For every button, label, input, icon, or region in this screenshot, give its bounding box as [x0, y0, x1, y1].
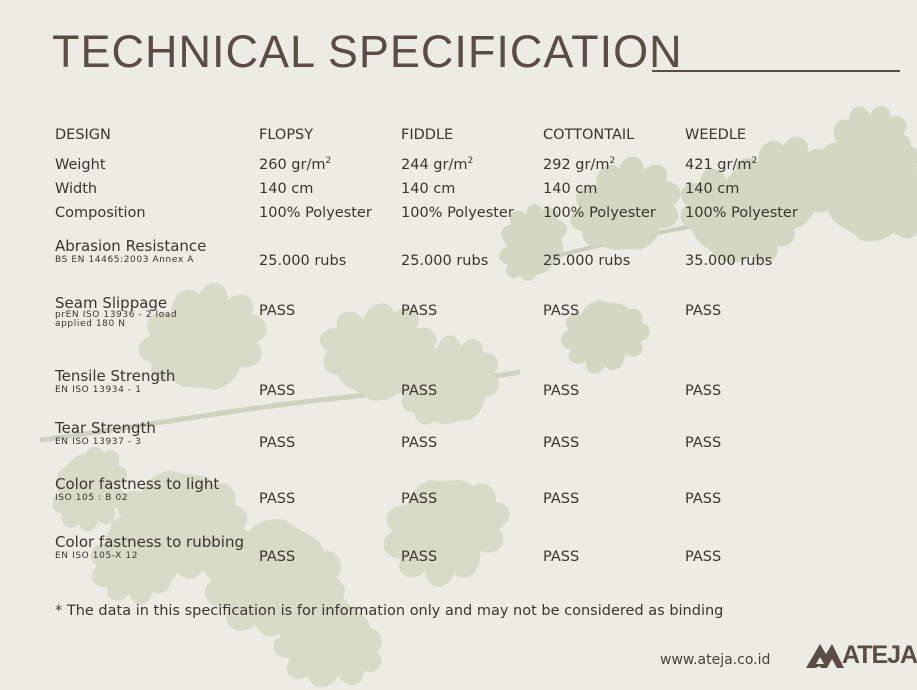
width-value: 140 cm	[401, 181, 456, 197]
seam-row	[55, 269, 827, 333]
tear-label: Tear Strength	[55, 419, 156, 437]
rubbing-value: PASS	[259, 549, 296, 565]
light-label: Color fastness to light	[55, 475, 220, 493]
light-value: PASS	[401, 491, 438, 507]
width-row	[55, 173, 827, 197]
rubbing-label-cell	[55, 507, 259, 565]
logo-mark-icon	[804, 638, 844, 672]
tear-value: PASS	[685, 435, 722, 451]
tear-row	[55, 399, 827, 451]
seam-value: PASS	[401, 303, 438, 319]
composition-value: 100% Polyester	[543, 205, 656, 221]
logo-text: ATEJA	[842, 641, 917, 669]
abrasion-label-cell	[55, 221, 259, 269]
light-value: PASS	[685, 491, 722, 507]
seam-value: PASS	[543, 303, 580, 319]
width-value: 140 cm	[259, 181, 314, 197]
seam-standard: prEN ISO 13936 - 2 load	[55, 310, 178, 320]
tear-value: PASS	[259, 435, 296, 451]
weight-value: 260 $gr/m^2$	[259, 156, 332, 173]
seam-standard-line2: applied 180 N	[55, 319, 126, 329]
seam-value: PASS	[259, 303, 296, 319]
width-label: Width	[55, 181, 98, 197]
tensile-row	[55, 333, 827, 399]
page-title: TECHNICAL SPECIFICATION	[52, 26, 683, 77]
weight-label: Weight	[55, 157, 106, 173]
website-url[interactable]: www.ateja.co.id	[660, 652, 771, 668]
light-value: PASS	[543, 491, 580, 507]
tensile-value: PASS	[685, 383, 722, 399]
tensile-value: PASS	[401, 383, 438, 399]
light-standard: ISO 105 : B 02	[55, 493, 129, 503]
seam-label: Seam Slippage	[55, 294, 168, 312]
tensile-value: PASS	[259, 383, 296, 399]
composition-value: 100% Polyester	[259, 205, 372, 221]
header-row	[55, 113, 827, 143]
abrasion-value: 25.000 rubs	[259, 253, 347, 269]
rubbing-standard: EN ISO 105-X 12	[55, 551, 139, 561]
abrasion-row	[55, 221, 827, 269]
ateja-logo	[804, 638, 917, 672]
composition-label: Composition	[55, 205, 146, 221]
rubbing-value: PASS	[401, 549, 438, 565]
spec-table	[55, 113, 827, 565]
tensile-label: Tensile Strength	[55, 367, 176, 385]
rubbing-value: PASS	[685, 549, 722, 565]
width-value: 140 cm	[543, 181, 598, 197]
abrasion-value: 25.000 rubs	[401, 253, 489, 269]
abrasion-label: Abrasion Resistance	[55, 237, 207, 255]
weight-value: 421 $gr/m^2$	[685, 156, 758, 173]
weight-value: 244 $gr/m^2$	[401, 156, 474, 173]
tensile-value: PASS	[543, 383, 580, 399]
weight-value: 292 $gr/m^2$	[543, 156, 616, 173]
light-fastness-row	[55, 451, 827, 507]
tensile-label-cell	[55, 333, 259, 399]
abrasion-value: 35.000 rubs	[685, 253, 773, 269]
disclaimer-footnote: * The data in this specification is for information only and may not be considered as binding	[55, 603, 724, 619]
width-value: 140 cm	[685, 181, 740, 197]
light-value: PASS	[259, 491, 296, 507]
rubbing-label: Color fastness to rubbing	[55, 533, 244, 551]
abrasion-value: 25.000 rubs	[543, 253, 631, 269]
light-label-cell	[55, 451, 259, 507]
tear-value: PASS	[543, 435, 580, 451]
rubbing-value: PASS	[543, 549, 580, 565]
composition-value: 100% Polyester	[401, 205, 514, 221]
tear-label-cell	[55, 399, 259, 451]
composition-row	[55, 197, 827, 221]
seam-value: PASS	[685, 303, 722, 319]
title-underline	[652, 70, 900, 72]
tear-value: PASS	[401, 435, 438, 451]
tensile-standard: EN ISO 13934 - 1	[55, 385, 142, 395]
product-cottontail: COTTONTAIL	[543, 127, 635, 143]
abrasion-standard: BS EN 14465:2003 Annex A	[55, 255, 194, 265]
product-fiddle: FIDDLE	[401, 127, 454, 143]
design-header: DESIGN	[55, 127, 111, 143]
tear-standard: EN ISO 13937 - 3	[55, 437, 142, 447]
composition-value: 100% Polyester	[685, 205, 798, 221]
product-flopsy: FLOPSY	[259, 127, 314, 143]
seam-label-cell	[55, 269, 259, 333]
product-weedle: WEEDLE	[685, 127, 747, 143]
weight-row	[55, 143, 827, 173]
rubbing-fastness-row	[55, 507, 827, 565]
